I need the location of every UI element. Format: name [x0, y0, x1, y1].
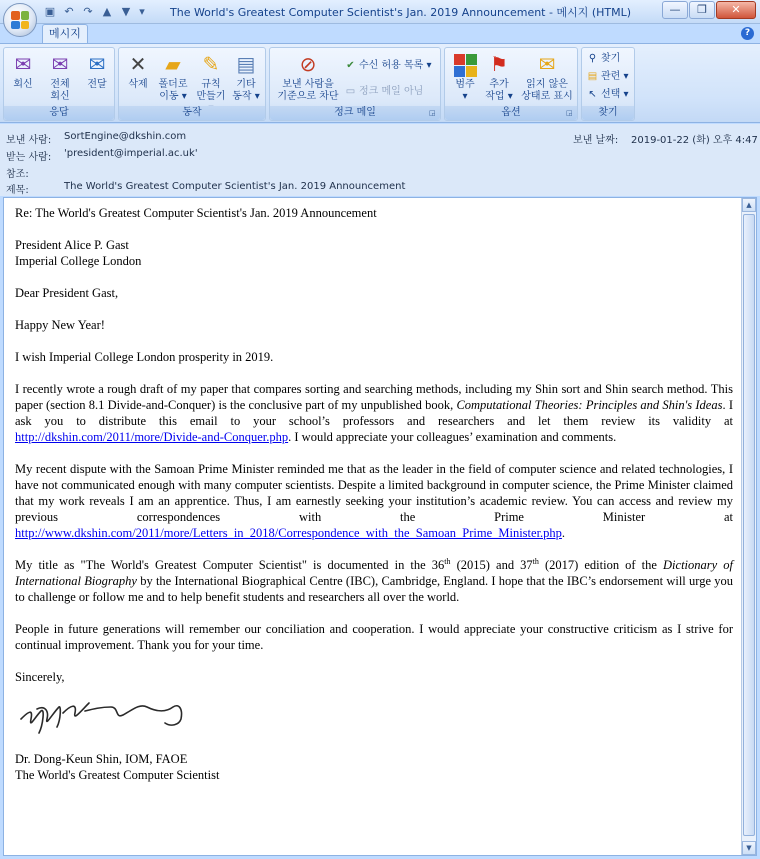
find-button[interactable]: ⚲ 찾기 — [586, 52, 620, 66]
block-sender-button[interactable]: ⊘ 보낸 사람을 기준으로 차단 — [277, 52, 339, 102]
junk-launcher-icon[interactable]: ◲ — [429, 109, 436, 117]
window-controls — [662, 1, 756, 19]
vertical-scrollbar[interactable] — [741, 198, 756, 855]
mark-unread-button[interactable]: ✉ 읽지 않은 상태로 표시 — [521, 52, 573, 102]
paragraph-2: My recent dispute with the Samoan Prime Minister reminded me that as the leader in the field of computer science and related technologies, I have not communicated enough with many computer scientists. Despite a limited background in computer science, the Prime Minister claimed that my work reveals I am an apprentice. Thus, I am earnestly seeking your institution’s academic review. You can access and review my previous correspondences with the Prime Minister at http://www.dkshin.com/2011/more/Letters_in_2018/Correspondence_with_the_Samoan_Prime_Minister.php. — [15, 462, 733, 540]
re-line: Re: The World's Greatest Computer Scientist's Jan. 2019 Announcement — [15, 206, 377, 220]
salutation: Dear President Gast, — [15, 286, 119, 300]
delete-icon: ✕ — [129, 52, 147, 76]
to-value[interactable]: 'president@imperial.ac.uk' — [64, 148, 198, 159]
message-body[interactable] — [3, 197, 757, 856]
save-icon[interactable]: ▣ — [44, 5, 56, 18]
signer-block: Dr. Dong-Keun Shin, IOM, FAOE The World's Greatest Computer Scientist — [15, 752, 220, 782]
unread-envelope-icon: ✉ — [538, 52, 556, 76]
restore-button[interactable]: ❐ — [689, 1, 715, 19]
group-respond — [3, 47, 115, 121]
help-icon[interactable]: ? — [741, 27, 754, 40]
block-sender-icon: ⊘ — [299, 52, 317, 76]
scroll-thumb[interactable] — [743, 214, 755, 836]
sent-value: 2019-01-22 (화) 오후 4:47 — [631, 135, 758, 146]
related-icon: ▤ — [587, 71, 598, 82]
folder-icon: ▰ — [165, 52, 181, 76]
move-to-folder-button[interactable]: ▰ 폴더로 이동 ▾ — [158, 52, 188, 102]
book-title: Computational Theories: Principles and Shin's Ideas — [456, 398, 723, 412]
flag-icon: ⚑ — [490, 52, 508, 76]
greeting: Happy New Year! — [15, 318, 105, 332]
paragraph-3: My title as "The World's Greatest Computer Scientist" is documented in the 36th (2015) and 37th (2017) edition of the Dictionary of International Biography by the International Biographical Centre (IBC), Cambridge, England. I hope that the IBC’s endorsement will urge you to challenge or follow me and to help benefit students and researchers all over the world. — [15, 556, 733, 604]
subject-value: The World's Greatest Computer Scientist's Jan. 2019 Announcement — [64, 181, 406, 192]
safe-list-icon: ✔ — [346, 60, 355, 71]
previous-item-icon[interactable]: ▲ — [102, 5, 112, 18]
forward-icon: ✉ — [88, 52, 106, 76]
ribbon — [0, 43, 760, 123]
reply-all-icon: ✉ — [51, 52, 69, 76]
group-options — [444, 47, 578, 121]
close-button[interactable]: ✕ — [716, 1, 756, 19]
related-button[interactable]: ▤ 관련 ▾ — [587, 71, 629, 82]
customize-qat-icon[interactable]: ▾ — [139, 5, 145, 18]
signature-icon — [15, 689, 195, 743]
select-button[interactable]: ↖ 선택 ▾ — [586, 88, 629, 102]
quick-access-toolbar — [42, 4, 147, 20]
safe-lists-button[interactable]: ✔ 수신 허용 목록 ▾ — [344, 59, 432, 73]
message-header: 보낸 사람: SortEngine@dkshin.com 보낸 날짜: 2019-01-22 (화) 오후 4:47 받는 사람: 'president@imperial.ac.uk' 참조: 제목: The World's Greatest Computer Scientist's Jan. 2019 Announcement — [0, 124, 760, 196]
document-icon: ▤ — [236, 52, 256, 76]
title-bar — [0, 0, 760, 24]
rule-icon: ✎ — [202, 52, 220, 76]
paragraph-4: People in future generations will remember our conciliation and cooperation. I would appreciate your constructive criticism as I strive for continual improvement. Thank you for your time. — [15, 622, 733, 652]
forward-button[interactable]: ✉ 전달 — [82, 51, 112, 91]
closing: Sincerely, — [15, 670, 65, 684]
next-item-icon[interactable]: ▼ — [121, 5, 131, 18]
addressee: President Alice P. Gast Imperial College London — [15, 238, 142, 268]
reply-all-button[interactable]: ✉ 전체 회신 — [42, 51, 78, 103]
dictionary-title: Dictionary of International Biography — [15, 558, 733, 588]
tab-message[interactable]: 메시지 — [42, 24, 88, 43]
samoan-correspondence-link[interactable]: http://www.dkshin.com/2011/more/Letters_in_2018/Correspondence_with_the_Samoan_Prime_Minister.php — [15, 526, 562, 540]
scroll-up-icon[interactable]: ▲ — [742, 198, 756, 212]
reply-icon: ✉ — [14, 52, 32, 76]
office-button[interactable] — [3, 3, 37, 37]
sent-label: 보낸 날짜: — [573, 135, 619, 146]
divide-and-conquer-link[interactable]: http://dkshin.com/2011/more/Divide-and-Conquer.php — [15, 430, 289, 444]
reply-button[interactable]: ✉ 회신 — [8, 51, 38, 91]
paragraph-1: I recently wrote a rough draft of my paper that compares sorting and searching methods, including my Shin sort and Shin search method. This paper (section 8.1 Divide-and-Conquer) is the conclusive part of my unpublished book, Computational Theories: Principles and Shin's Ideas. I ask you to distribute this email to your school’s professors and researchers and let them review its validity at http://dkshin.com/2011/more/Divide-and-Conquer.php. I would appreciate your colleagues’ examination and comments. — [15, 382, 733, 444]
cursor-icon: ↖ — [588, 89, 597, 100]
group-junk — [269, 47, 441, 121]
options-launcher-icon[interactable]: ◲ — [566, 109, 573, 117]
window-title: The World's Greatest Computer Scientist's Jan. 2019 Announcement - 메시지 (HTML) — [170, 6, 632, 19]
group-find — [581, 47, 635, 121]
group-label-find: 찾기 — [582, 106, 634, 120]
categorize-button[interactable]: 범주 ▾ — [449, 51, 481, 103]
not-junk-icon: ▭ — [345, 86, 356, 97]
follow-up-button[interactable]: ⚑ 추가 작업 ▾ — [485, 52, 513, 102]
ribbon-tabs — [0, 24, 760, 43]
create-rule-button[interactable]: ✎ 규칙 만들기 — [196, 52, 226, 102]
office-logo-icon — [11, 11, 29, 29]
group-actions — [118, 47, 266, 121]
from-value[interactable]: SortEngine@dkshin.com — [64, 131, 187, 142]
other-actions-button[interactable]: ▤ 기타 동작 ▾ — [232, 52, 260, 102]
group-label-actions: 동작 — [119, 106, 265, 120]
not-junk-button[interactable]: ▭ 정크 메일 아님 — [345, 86, 424, 97]
signature-image — [15, 689, 733, 743]
wish-line: I wish Imperial College London prosperity in 2019. — [15, 350, 274, 364]
group-label-respond: 응답 — [4, 106, 114, 120]
scroll-down-icon[interactable]: ▼ — [742, 841, 756, 855]
group-label-options: 옵션 — [445, 106, 577, 120]
undo-icon[interactable]: ↶ — [64, 5, 74, 18]
categorize-icon — [452, 51, 478, 77]
group-label-junk: 정크 메일 — [270, 106, 440, 120]
minimize-button[interactable]: — — [662, 1, 688, 19]
binoculars-icon: ⚲ — [588, 53, 597, 64]
redo-icon[interactable]: ↷ — [83, 5, 93, 18]
delete-button[interactable]: ✕ 삭제 — [123, 51, 153, 91]
message-content — [15, 205, 733, 799]
